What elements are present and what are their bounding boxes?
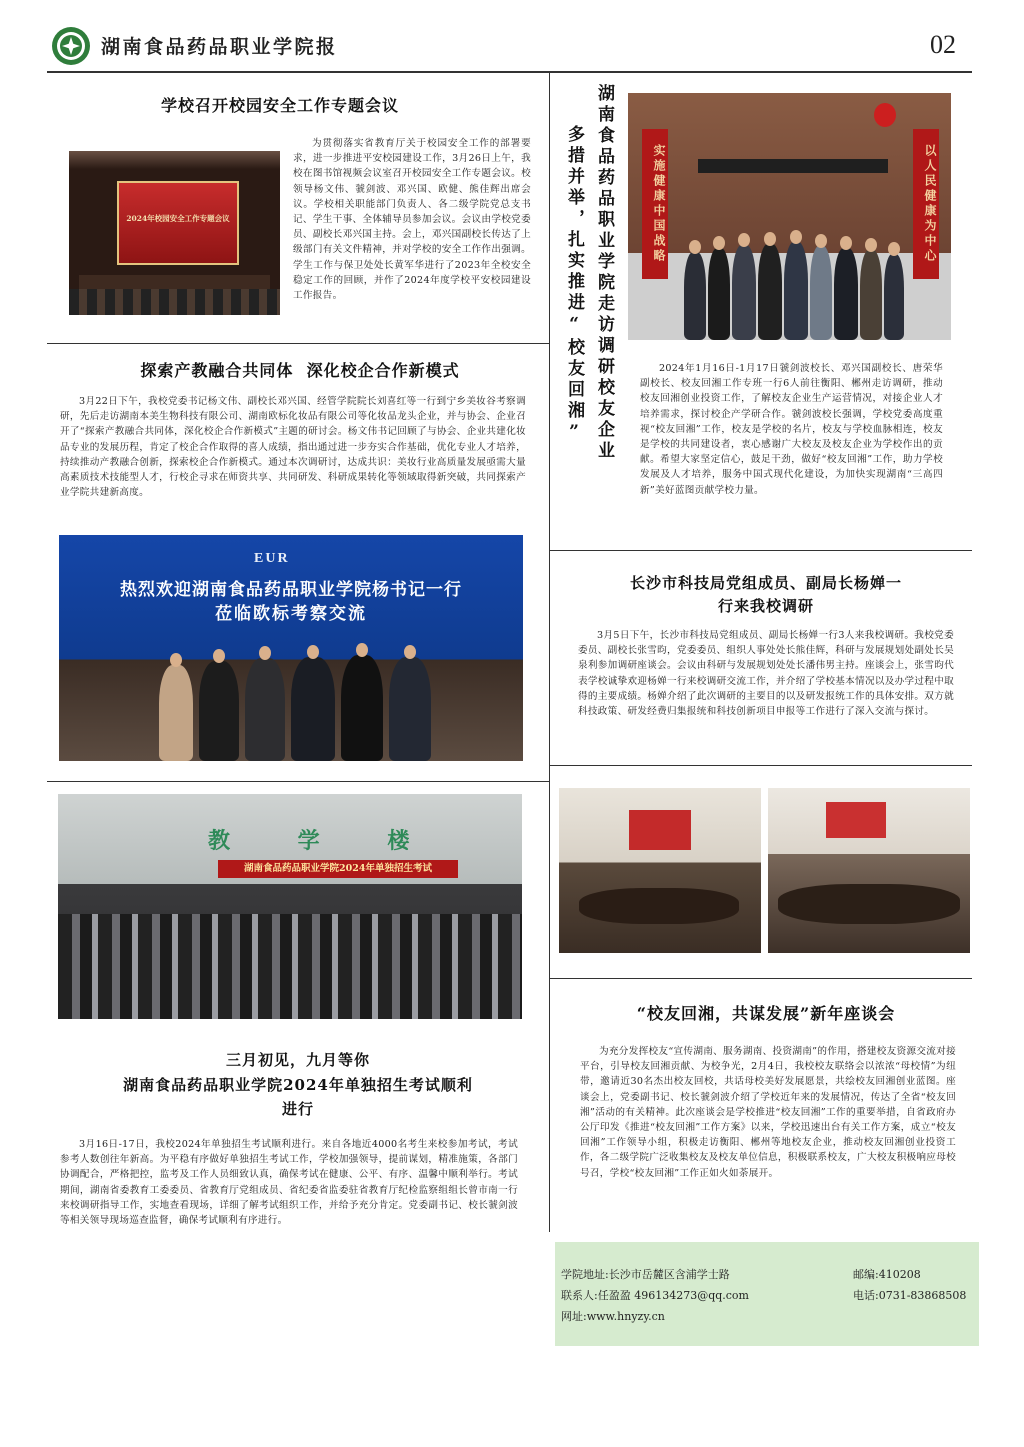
person: [708, 248, 730, 340]
conference-table: [579, 888, 739, 924]
red-lantern: [874, 103, 896, 127]
article-title-newyear: “校友回湘，共谋发展”新年座谈会: [636, 1004, 896, 1023]
person: [834, 248, 858, 340]
tech-meeting-photo-2: [768, 788, 970, 953]
meeting-screen-text: 2024年校园安全工作专题会议: [126, 214, 230, 223]
ouquan-visit-photo: [59, 535, 523, 761]
exam-photo: [58, 794, 522, 1019]
person: [341, 655, 383, 761]
school-logo: [51, 26, 91, 66]
footer-contact: 联系人:任盈盈 496134273@qq.com: [561, 1289, 749, 1302]
paper-name: 湖南食品药品职业学院报: [101, 36, 338, 58]
person: [860, 250, 882, 340]
conference-table: [778, 884, 960, 924]
welcome-banner-line1: 热烈欢迎湖南食品药品职业学院杨书记一行: [120, 580, 462, 600]
couplet-left: 实施健康中国战略: [642, 129, 668, 279]
section-divider-right-2: [550, 765, 972, 766]
person: [758, 244, 782, 340]
article-title-safety: 学校召开校园安全工作专题会议: [160, 96, 399, 115]
person: [291, 657, 335, 761]
article-title-tech-line1: 长沙市科技局党组成员、副局长杨婵一: [629, 574, 902, 592]
person: [684, 252, 706, 340]
meeting-lights: [69, 151, 280, 169]
school-emblem-icon: [51, 26, 91, 66]
header-rule: [47, 71, 972, 73]
person: [884, 254, 904, 340]
couplet-right: 以人民健康为中心: [913, 129, 939, 279]
article-title-tech-line2: 行来我校调研: [717, 597, 814, 615]
article-body-alumni-visit: 2024年1月16日-1月17日虢剑波校长、邓兴国副校长、唐荣华副校长、校友回湘工作专班一行6人前往衡阳、郴州走访调研，推动校友回湘创业投资工作，了解校友企业生产运营情况，对接企业人才培养需求，探讨校企产学研合作。虢剑波校长强调，学校党委高度重视“校友回湘”工作，校友是学校的名片，校友与学校血脉相连，校友是学校的共同建设者，衷心感谢广大校友及校友企业为学校作出的贡献。希望大家坚定信心，鼓足干劲，做好“校友回湘”工作，助力学校发展及人才培养，服务中国式现代化建设，为加快实现湖南“三高四新”美好蓝图贡献学校力量。: [640, 363, 943, 496]
article-body-safety: 为贯彻落实省教育厅关于校园安全工作的部署要求，进一步推进平安校园建设工作，3月26日上午，我校在图书馆视频会议室召开校园安全工作专题会议。校领导杨文伟、虢剑波、邓兴国、欧健、熊佳辉出席会议。学校相关职能部门负责人、各二级学院党总支书记、学生干事、全体辅导员参加会议。会议由学校党委员、副校长邓兴国主持。会上，邓兴国副校长传达了上级部门有关文件精神，并对学校的安全工作作出强调。学生工作与保卫处处长黄军华进行了2023年全校安全稳定工作的回顾，并作了2024年度学校平安校园建设工作报告。: [293, 138, 531, 302]
person: [159, 665, 193, 761]
vertical-title-right: 湖南食品药品职业学院走访调研校友企业: [594, 84, 614, 462]
person: [199, 661, 239, 761]
section-divider-left-1: [47, 343, 549, 344]
section-divider-left-2: [47, 781, 549, 782]
meeting-screen: [629, 810, 691, 850]
person: [784, 242, 808, 340]
article-body-industry: 3月22日下午，我校党委书记杨文伟、副校长邓兴国、经管学院院长刘喜红等一行到宁乡美妆谷考察调研，先后走访湖南本美生物科技有限公司、湖南欧标化妆品有限公司等化妆品龙头企业，并与协会、企业召开了“探索产教融合共同体，深化校企合作新模式”主题的研讨会。杨文伟书记回顾了与协会、企业共建化妆品专业的发展历程，肯定了校企合作取得的喜人成绩，指出通过进一步夯实合作基础，优化专业人才培养，持续推动产教融合创新，探索校企合作新模式。通过本次调研讨，达成共识：美妆行业高质量发展亟需大量高素质技术技能型人才，行校企寻求在师资共享、共同研发、科研成果转化等领域取得新突破，共同探索产业学院共建新高度。: [60, 396, 526, 499]
contact-box: [555, 1242, 979, 1346]
section-divider-right-3: [550, 978, 972, 979]
ouquan-logo: EUR: [254, 551, 290, 566]
meeting-screen: [826, 802, 886, 838]
page-number: 02: [930, 30, 956, 59]
column-divider: [549, 72, 550, 1232]
alumni-visit-photo: [628, 93, 951, 340]
article-title-industry: 探索产教融合共同体 深化校企合作新模式: [140, 361, 460, 380]
meeting-table: [79, 275, 270, 289]
person: [389, 657, 431, 761]
footer-address: 学院地址:长沙市岳麓区含浦学士路: [561, 1268, 730, 1281]
meeting-audience: [69, 289, 280, 315]
tech-meeting-photo-1: [559, 788, 761, 953]
article-title-exam-line2: 湖南食品药品职业学院2024年单独招生考试顺利: [123, 1076, 473, 1094]
visitor-group: [159, 615, 449, 761]
section-divider-right-1: [550, 550, 972, 551]
vertical-title-left: 多措并举，扎实推进“校友回湘”: [564, 125, 584, 446]
footer-phone: 电话:0731-83868508: [853, 1289, 967, 1302]
article-body-tech: 3月5日下午，长沙市科技局党组成员、副局长杨婵一行3人来我校调研。我校党委委员、副校长张雪昀，党委委员、组织人事处处长熊佳辉，科研与发展规划处副处长吴泉利参加调研座谈会。会议由科研与发展规划处处长潘伟男主持。座谈会上，张雪昀代表学校诚挚欢迎杨婵一行来校调研交流工作，并介绍了学校基本情况以及办学过程中取得的主要成绩。杨婵介绍了此次调研的主要目的以及研发报统工作的具体安排。双方就科技政策、研发经费归集报统和科技创新项目申报等工作进行了深入交流与探讨。: [578, 630, 954, 718]
article-title-exam-line1: 三月初见，九月等你: [225, 1051, 370, 1069]
entrance-sign: [698, 159, 888, 173]
footer-postcode: 邮编:410208: [853, 1268, 921, 1281]
article-body-exam: 3月16日-17日，我校2024年单独招生考试顺利进行。来自各地近4000名考生来校参加考试，考试参考人数创往年新高。为平稳有序做好单独招生考试工作，学校加强领导，提前谋划，精准施策，各部门协调配合，严格把控，监考及工作人员细致认真，确保考试在健康、公平、有序、温馨中顺利举行。考试期间，湖南省委教育工委委员、省教育厅党组成员、省纪委省监委驻省教育厅纪检监察组组长曾市南一行来校调研指导工作，实地查看现场，详细了解考试组织工作，并给予充分肯定。党委副书记、校长虢剑波等相关领导现场巡查监督，确保考试顺利有序进行。: [60, 1139, 518, 1227]
visit-group: [684, 213, 904, 340]
footer-website[interactable]: 网址:www.hnyzy.cn: [561, 1310, 665, 1323]
welcome-banner-line2: 莅临欧标考察交流: [215, 604, 367, 624]
article-title-exam-line3: 进行: [281, 1100, 314, 1118]
person: [245, 658, 285, 761]
building-sign: 教 学 楼: [208, 828, 440, 854]
article-body-newyear: 为充分发挥校友“宣传湖南、服务湖南、投资湖南”的作用，搭建校友资源交流对接平台，引导校友回湘贡献、为校争光，2月4日，我校校友联络会以浓浓“母校情”为纽带，邀请近30名杰出校友回校，共话母校美好发展愿景，共绘校友回湘创业蓝图。座谈会上，党委副书记、校长虢剑波介绍了学校近年来的发展情况，传达了全省“校友回湘”活动的有关精神。此次座谈会是学校推进“校友回湘”工作的重要举措，自省政府办公厅印发《推进“校友回湘”工作方案》以来，学校迅速出台有关工作方案，成立“校友回湘”工作领导小组，积极走访衡阳、郴州等地校友企业，推动校友回湘创业投资工作，各二级学院广泛收集校友及校友单位信息，积极联系校友，广大校友积极响应母校号召，学校“校友回湘”工作正如火如荼展开。: [580, 1046, 956, 1179]
student-crowd: [58, 914, 522, 1019]
person: [732, 245, 756, 340]
safety-meeting-photo: [69, 151, 280, 315]
exam-banner: 湖南食品药品职业学院2024年单独招生考试: [218, 860, 458, 878]
person: [810, 246, 832, 340]
meeting-screen: [117, 181, 239, 265]
